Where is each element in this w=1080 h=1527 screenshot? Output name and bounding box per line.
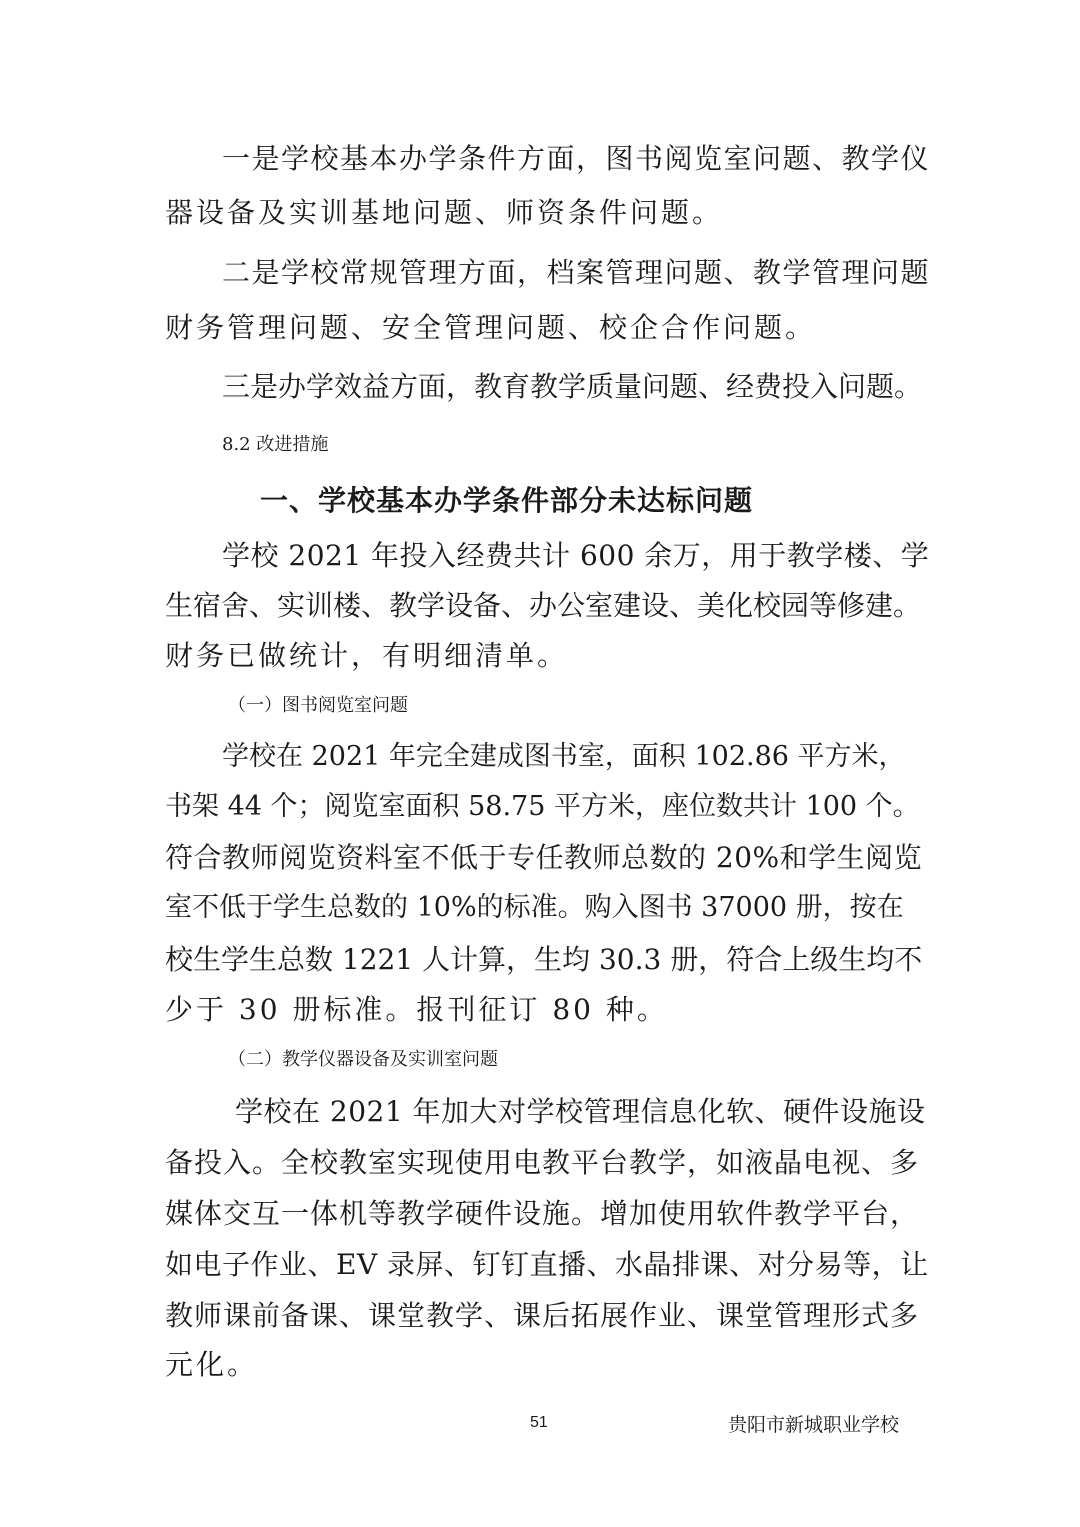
paragraph-line: 一是学校基本办学条件方面，图书阅览室问题、教学仪: [222, 142, 931, 175]
paragraph-line: 少于 30 册标准。报刊征订 80 种。: [165, 993, 668, 1026]
paragraph-line: 学校在 2021 年完全建成图书室，面积 102.86 平方米，: [222, 741, 906, 772]
paragraph-line: 学校 2021 年投入经费共计 600 余万，用于教学楼、学: [222, 539, 930, 572]
paragraph-line: 备投入。全校教室实现使用电教平台教学，如液晶电视、多: [165, 1146, 920, 1179]
paragraph-line: 教师课前备课、课堂教学、课后拓展作业、课堂管理形式多: [165, 1299, 920, 1332]
paragraph-line: 元化。: [165, 1348, 259, 1381]
paragraph-line: 学校在 2021 年加大对学校管理信息化软、硬件设施设: [235, 1095, 926, 1128]
paragraph-line: 财务已做统计，有明细清单。: [165, 639, 569, 672]
paragraph-line: 室不低于学生总数的 10%的标准。购入图书 37000 册，按在: [165, 892, 904, 923]
item-heading: （二）教学仪器设备及实训室问题: [228, 1049, 498, 1070]
paragraph-line: 财务管理问题、安全管理问题、校企合作问题。: [165, 311, 817, 344]
paragraph-line: 书架 44 个；阅览室面积 58.75 平方米，座位数共计 100 个。: [165, 791, 920, 822]
paragraph-line: 生宿舍、实训楼、教学设备、办公室建设、美化校园等修建。: [165, 589, 922, 622]
paragraph-line: 器设备及实训基地问题、师资条件问题。: [165, 196, 724, 229]
paragraph-line: 如电子作业、EV 录屏、钉钉直播、水晶排课、对分易等，让: [165, 1248, 929, 1281]
item-heading: （一）图书阅览室问题: [228, 695, 408, 716]
page-number: 51: [530, 1414, 548, 1431]
footer-school-name: 贵阳市新城职业学校: [728, 1414, 900, 1436]
paragraph-line: 媒体交互一体机等教学硬件设施。增加使用软件教学平台，: [165, 1197, 920, 1230]
subsection-heading: 一、学校基本办学条件部分未达标问题: [260, 484, 754, 517]
paragraph-line: 三是办学效益方面，教育教学质量问题、经费投入问题。: [222, 370, 923, 403]
paragraph-line: 符合教师阅览资料室不低于专任教师总数的 20%和学生阅览: [165, 841, 923, 874]
paragraph-line: 校生学生总数 1221 人计算，生均 30.3 册，符合上级生均不: [165, 943, 923, 976]
section-heading: 8.2 改进措施: [222, 434, 329, 455]
paragraph-line: 二是学校常规管理方面，档案管理问题、教学管理问题: [222, 256, 931, 289]
